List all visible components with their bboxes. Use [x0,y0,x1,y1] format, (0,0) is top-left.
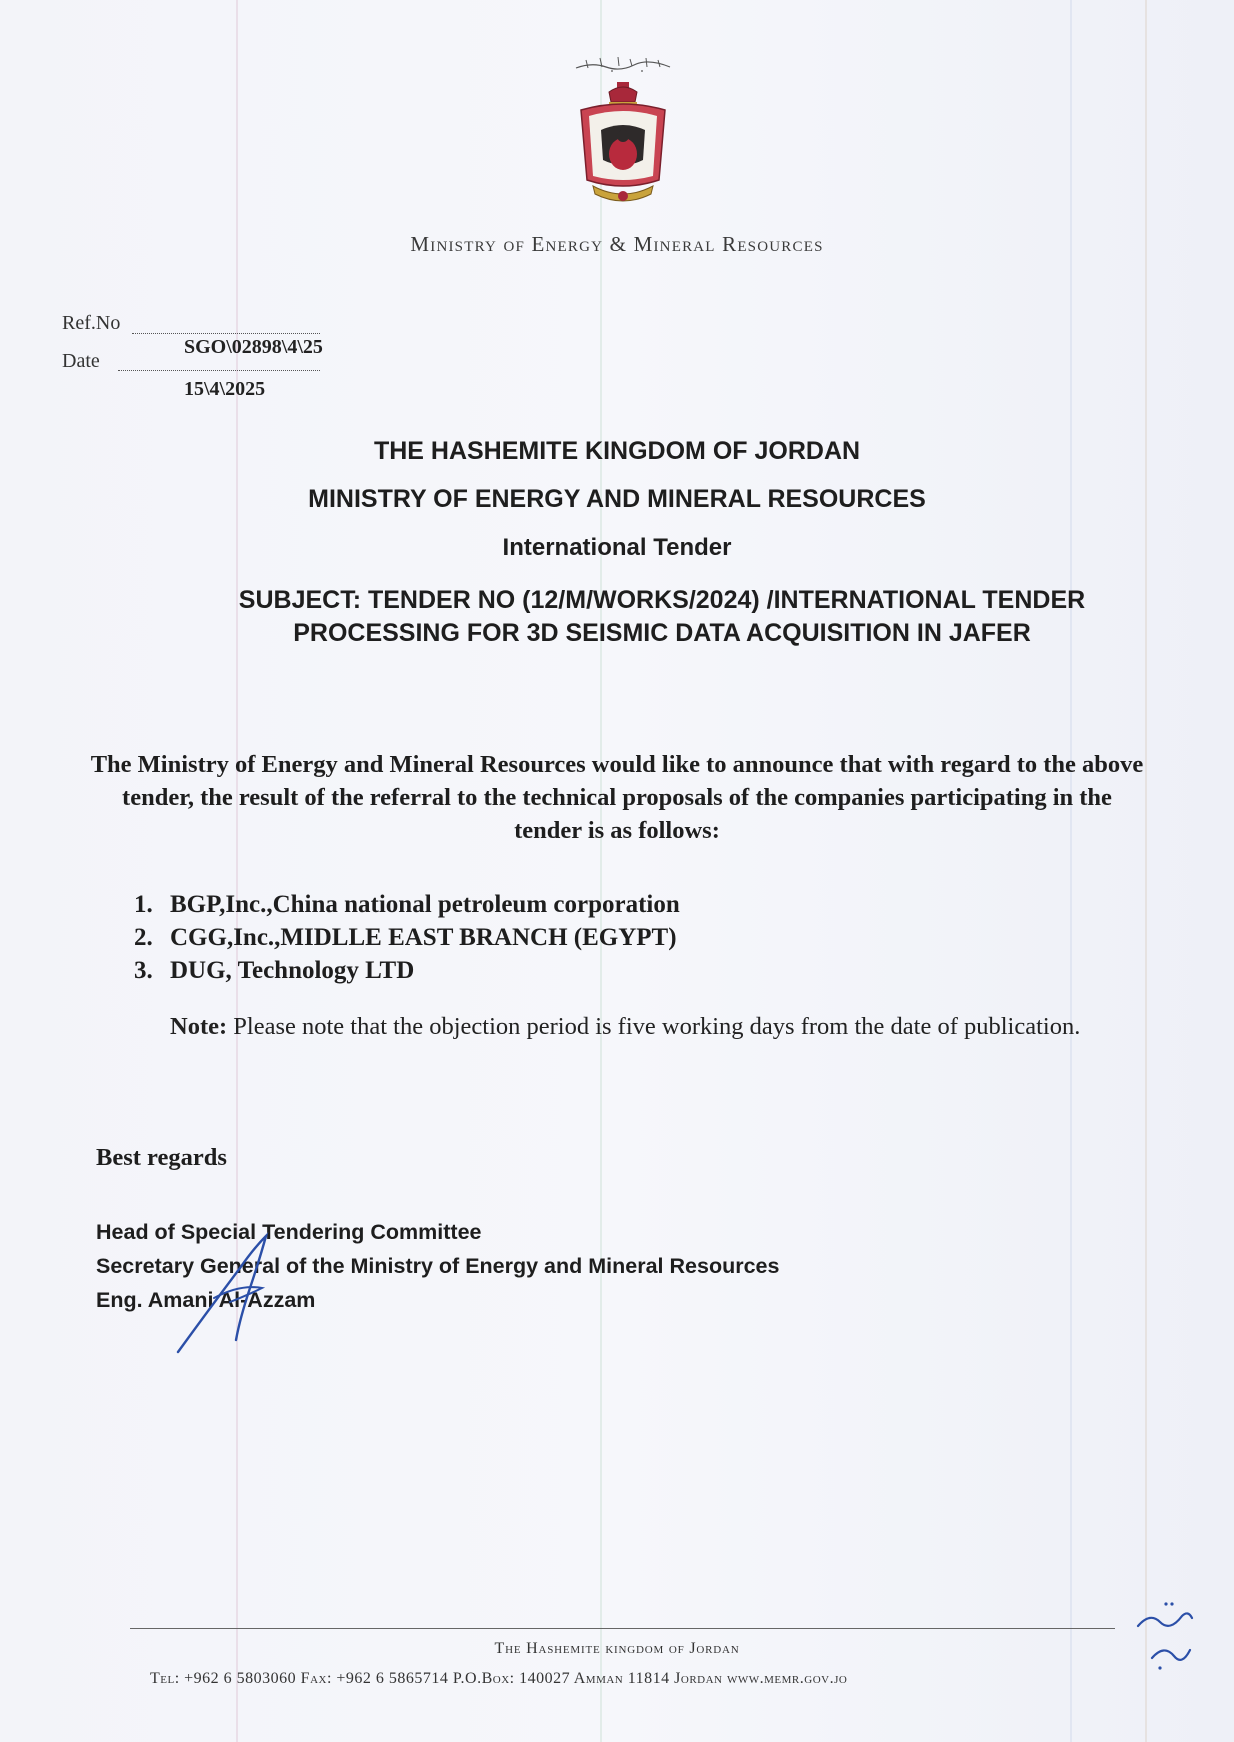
signatory-title-2: Secretary General of the Ministry of Energy and Mineral Resources [96,1254,780,1278]
date-dotted-line [118,370,320,371]
list-item-number: 2. [134,924,153,951]
date-value: 15\4\2025 [184,378,266,400]
scan-streak [600,0,602,1742]
list-item [134,888,680,921]
subject-heading: SUBJECT: TENDER NO (12/M/WORKS/2024) /INTERNATIONAL TENDER PROCESSING FOR 3D SEISMIC DATA ACQUISITION IN JAFER [238,586,1086,647]
footer-country: The Hashemite kingdom of Jordan [494,1640,740,1657]
jordan-coat-of-arms-icon [573,80,673,210]
scan-streak [1145,0,1147,1742]
ref-dotted-line [132,333,320,334]
list-item-number: 3. [134,957,153,984]
company-name: BGP,Inc.,China national petroleum corporation [170,891,680,918]
company-name: CGG,Inc.,MIDLLE EAST BRANCH (EGYPT) [170,924,677,951]
list-item-number: 1. [134,891,153,918]
kingdom-title: THE HASHEMITE KINGDOM OF JORDAN [373,437,861,465]
scan-streak [1070,0,1072,1742]
note-text: Please note that the objection period is five working days from the date of publication. [227,1013,1081,1040]
signatory-name: Eng. Amani Al-Azzam [96,1288,316,1312]
scan-streak [236,0,238,1742]
announcement-paragraph: The Ministry of Energy and Mineral Resources would like to announce that with regard to the above tender, the result of the referral to the technical proposals of the companies participating in the tender is as follows: [90,751,1144,844]
tender-type-title: International Tender [502,534,732,561]
note-paragraph [170,1010,1100,1043]
footer-divider [130,1628,1115,1629]
handwritten-initials-icon [1130,1596,1200,1676]
bismillah-calligraphy-icon [572,52,676,74]
closing-regards: Best regards [96,1144,227,1171]
list-item [134,954,680,987]
ministry-title: MINISTRY OF ENERGY AND MINERAL RESOURCES [308,485,926,513]
company-name: DUG, Technology LTD [170,957,415,984]
note-label: Note: [170,1013,228,1040]
letterhead-ministry-name: Ministry of Energy & Mineral Resources [410,232,824,256]
ref-number-value: SGO\02898\4\25 [184,336,323,358]
date-label: Date [62,350,100,372]
footer-contact-info: Tel: +962 6 5803060 Fax: +962 6 5865714 P.O.Box: 140027 Amman 11814 Jordan www.memr.gov.jo [150,1670,848,1687]
signatory-title-1: Head of Special Tendering Committee [96,1220,482,1244]
handwritten-signature-icon [170,1228,320,1358]
companies-list [134,888,680,987]
list-item [134,921,680,954]
ref-number-label: Ref.No [62,312,121,334]
